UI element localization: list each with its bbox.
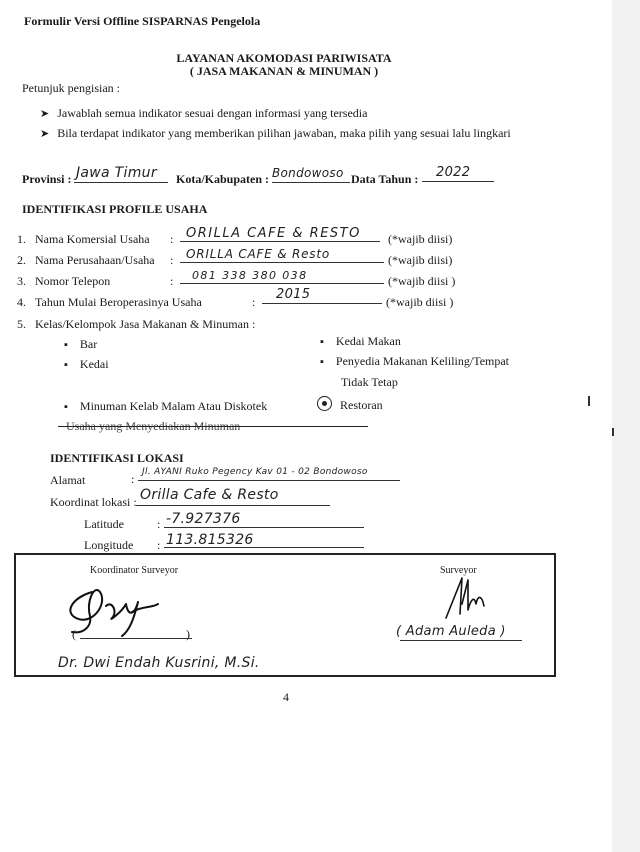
- koordinat-label: Koordinat lokasi :: [50, 495, 137, 509]
- option-minuman-kelab: ▪ Minuman Kelab Malam Atau Diskotek: [64, 399, 267, 414]
- option-cutoff: Usaha yang Menyediakan Minuman: [66, 419, 241, 433]
- field-note: (*wajib diisi ): [388, 274, 456, 288]
- field-colon: :: [170, 274, 174, 288]
- field-note: (*wajib diisi): [388, 253, 453, 267]
- page-number: 4: [283, 690, 289, 704]
- selected-circle-icon: [317, 396, 332, 411]
- arrow-bullet-icon: ➤: [40, 108, 50, 120]
- option-kedai: ▪ Kedai: [64, 357, 109, 372]
- koordinator-name: Dr. Dwi Endah Kusrini, M.Si.: [58, 655, 260, 671]
- arrow-bullet-icon: ➤: [40, 128, 50, 140]
- form-subtitle: ( JASA MAKANAN & MINUMAN ): [189, 64, 379, 78]
- scan-edge-mark: [612, 428, 614, 436]
- tahun-label: Data Tahun :: [351, 172, 419, 186]
- koordinator-paren-open: (: [72, 627, 76, 641]
- latitude-colon: :: [157, 517, 161, 531]
- option-penyedia-line2: Tidak Tetap: [341, 375, 398, 389]
- koordinator-paren-close: ): [186, 627, 190, 641]
- option-restoran-selected: Restoran: [317, 396, 383, 413]
- profile-heading: IDENTIFIKASI PROFILE USAHA: [22, 202, 208, 216]
- alamat-label: Alamat: [50, 473, 86, 487]
- field-colon: :: [252, 295, 256, 309]
- form-header: Formulir Versi Offline SISPARNAS Pengelola: [24, 14, 261, 28]
- field-number: 5.: [17, 317, 26, 331]
- provinsi-value: Jawa Timur: [76, 165, 157, 181]
- nama-perusahaan-value: ORILLA CAFE & Resto: [186, 247, 330, 261]
- longitude-value: 113.815326: [166, 532, 254, 548]
- surveyor-name: ( Adam Auleda ): [396, 624, 506, 639]
- surveyor-sign-line: [400, 628, 522, 641]
- koordinator-sign-line: [80, 628, 192, 639]
- scan-cut-line: [58, 426, 368, 427]
- q5-label: Kelas/Kelompok Jasa Makanan & Minuman :: [35, 317, 256, 331]
- latitude-label: Latitude: [84, 517, 124, 531]
- koordinator-label: Koordinator Surveyor: [90, 565, 179, 576]
- alamat-value: Jl. AYANI Ruko Pegency Kav 01 - 02 Bondowoso: [142, 467, 368, 477]
- tahun-mulai-value: 2015: [276, 287, 311, 302]
- surveyor-label: Surveyor: [440, 565, 477, 576]
- latitude-value: -7.927376: [166, 511, 241, 527]
- provinsi-label: Provinsi :: [22, 172, 72, 186]
- field-label: Nama Komersial Usaha: [35, 232, 150, 246]
- longitude-colon: :: [157, 538, 161, 552]
- scan-edge-shade: [612, 0, 640, 852]
- option-bar: ▪ Bar: [64, 337, 97, 352]
- field-label: Nomor Telepon: [35, 274, 111, 288]
- instructions-label: Petunjuk pengisian :: [22, 81, 120, 95]
- instruction-item: ➤ Jawablah semua indikator sesuai dengan informasi yang tersedia: [40, 106, 368, 120]
- surveyor-signature-icon: [440, 574, 490, 622]
- field-colon: :: [170, 253, 174, 267]
- field-number: 1.: [17, 232, 26, 246]
- location-heading: IDENTIFIKASI LOKASI: [50, 451, 184, 465]
- field-number: 3.: [17, 274, 26, 288]
- option-penyedia: ▪ Penyedia Makanan Keliling/Tempat: [320, 354, 509, 369]
- kota-value: Bondowoso: [272, 166, 344, 180]
- option-kedai-makan: ▪ Kedai Makan: [320, 334, 401, 349]
- field-number: 4.: [17, 295, 26, 309]
- kota-label: Kota/Kabupaten :: [176, 172, 270, 186]
- field-note: (*wajib diisi): [388, 232, 453, 246]
- instruction-item: ➤ Bila terdapat indikator yang memberikan pilihan jawaban, maka pilih yang sesuai lalu lingkari: [40, 126, 511, 140]
- nomor-telepon-value: 081 338 380 038: [192, 269, 308, 282]
- field-colon: :: [170, 232, 174, 246]
- scan-edge-mark: [588, 396, 590, 406]
- field-label: Nama Perusahaan/Usaha: [35, 253, 155, 267]
- nama-komersial-value: ORILLA CAFE & RESTO: [186, 226, 361, 241]
- field-note: (*wajib diisi ): [386, 295, 454, 309]
- alamat-colon: :: [131, 472, 135, 486]
- koordinat-value: Orilla Cafe & Resto: [140, 487, 279, 503]
- field-label: Tahun Mulai Beroperasinya Usaha: [35, 295, 202, 309]
- longitude-label: Longitude: [84, 538, 134, 552]
- form-title: LAYANAN AKOMODASI PARIWISATA: [176, 51, 392, 65]
- field-number: 2.: [17, 253, 26, 267]
- tahun-value: 2022: [436, 165, 471, 180]
